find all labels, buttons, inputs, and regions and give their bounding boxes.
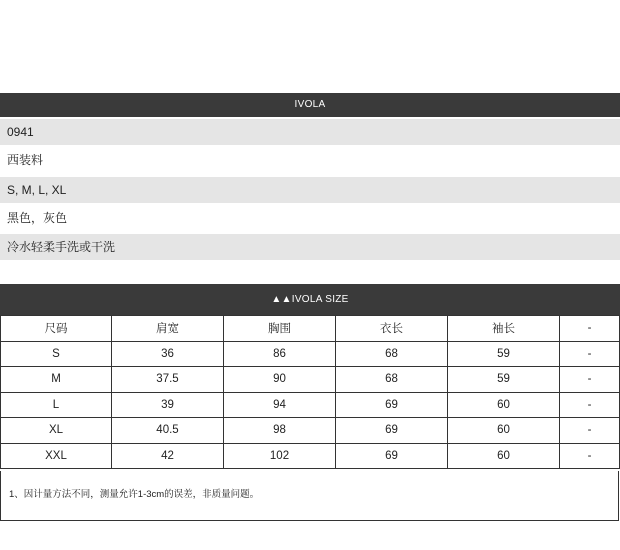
table-cell: 36 bbox=[112, 341, 224, 367]
measurement-note: 1、因计量方法不同，测量允许1-3cm的误差，非质量问题。 bbox=[0, 471, 619, 521]
table-cell: 102 bbox=[224, 443, 336, 469]
product-code: 0941 bbox=[0, 119, 620, 145]
table-cell: - bbox=[560, 341, 620, 367]
table-cell: 90 bbox=[224, 367, 336, 393]
header-cell: 肩宽 bbox=[112, 316, 224, 342]
table-cell: 37.5 bbox=[112, 367, 224, 393]
table-row bbox=[1, 418, 620, 444]
table-cell: 60 bbox=[448, 392, 560, 418]
table-cell: M bbox=[1, 367, 112, 393]
table-cell: 69 bbox=[336, 443, 448, 469]
table-cell: L bbox=[1, 392, 112, 418]
table-cell: - bbox=[560, 367, 620, 393]
table-cell: 68 bbox=[336, 367, 448, 393]
table-cell: 86 bbox=[224, 341, 336, 367]
table-row bbox=[1, 392, 620, 418]
table-cell: 94 bbox=[224, 392, 336, 418]
product-care: 冷水轻柔手洗或干洗 bbox=[0, 234, 620, 260]
table-cell: 98 bbox=[224, 418, 336, 444]
product-material: 西装料 bbox=[0, 147, 620, 173]
table-cell: 60 bbox=[448, 418, 560, 444]
table-cell: - bbox=[560, 443, 620, 469]
table-cell: S bbox=[1, 341, 112, 367]
table-row bbox=[1, 341, 620, 367]
table-cell: 69 bbox=[336, 392, 448, 418]
table-cell: 59 bbox=[448, 341, 560, 367]
header-cell: - bbox=[560, 316, 620, 342]
header-cell: 胸围 bbox=[224, 316, 336, 342]
header-cell: 袖长 bbox=[448, 316, 560, 342]
table-cell: - bbox=[560, 418, 620, 444]
table-cell: XXL bbox=[1, 443, 112, 469]
product-sizes: S, M, L, XL bbox=[0, 177, 620, 203]
table-cell: 39 bbox=[112, 392, 224, 418]
table-cell: 42 bbox=[112, 443, 224, 469]
table-cell: 68 bbox=[336, 341, 448, 367]
header-cell: 衣长 bbox=[336, 316, 448, 342]
table-row bbox=[1, 443, 620, 469]
table-cell: 40.5 bbox=[112, 418, 224, 444]
product-colors: 黑色，灰色 bbox=[0, 205, 620, 231]
size-table bbox=[0, 315, 620, 469]
header-cell: 尺码 bbox=[1, 316, 112, 342]
table-header-row bbox=[1, 316, 620, 342]
table-cell: - bbox=[560, 392, 620, 418]
brand-header: IVOLA bbox=[0, 93, 620, 117]
table-row bbox=[1, 367, 620, 393]
table-cell: 60 bbox=[448, 443, 560, 469]
table-cell: 59 bbox=[448, 367, 560, 393]
size-chart-header: ▲▲IVOLA SIZE bbox=[0, 284, 620, 315]
table-cell: 69 bbox=[336, 418, 448, 444]
table-cell: XL bbox=[1, 418, 112, 444]
